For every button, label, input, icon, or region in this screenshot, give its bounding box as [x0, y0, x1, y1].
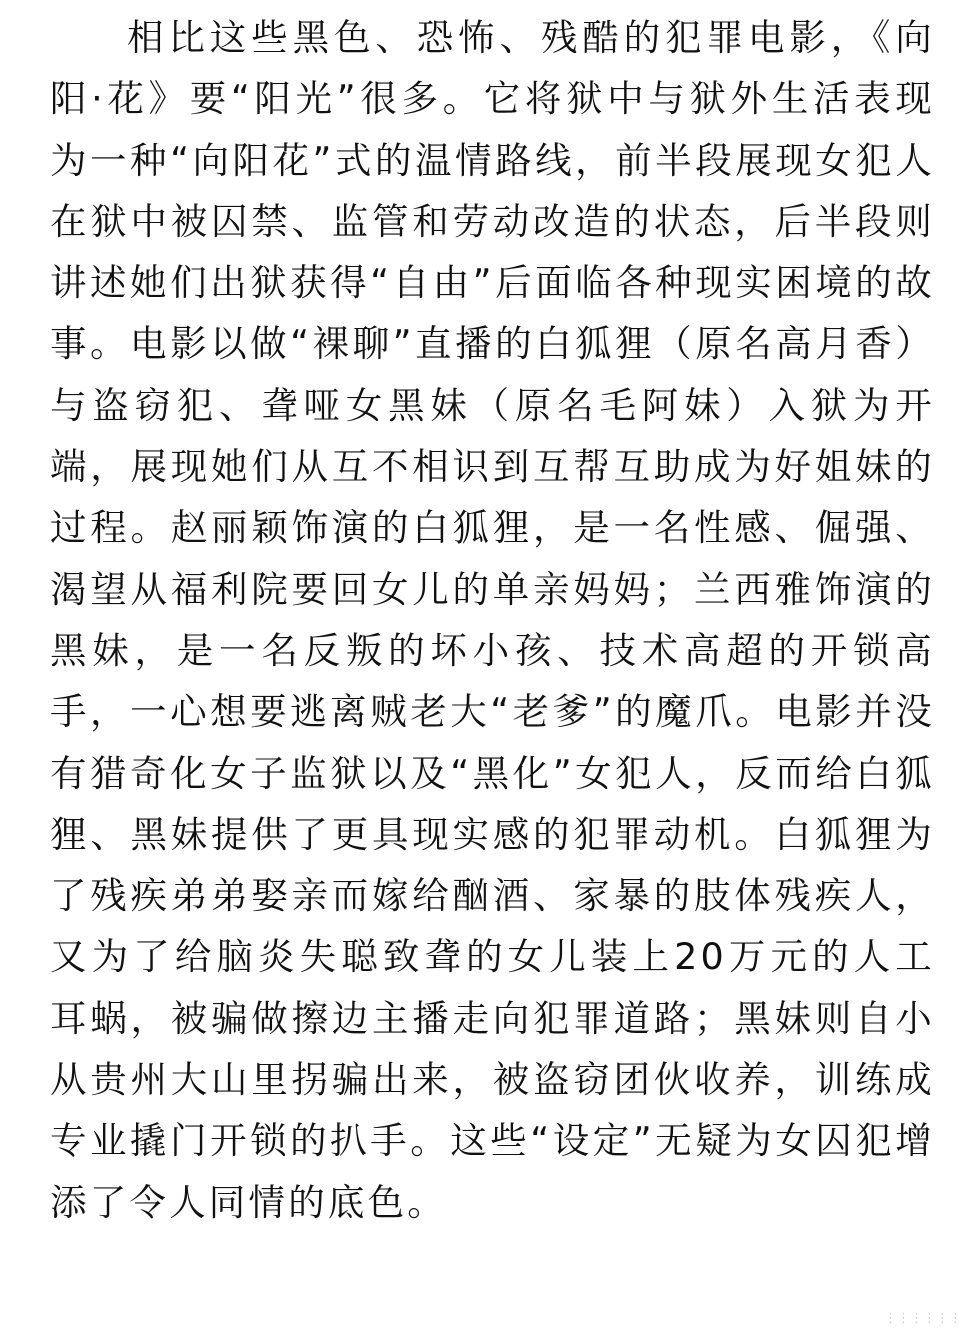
article-paragraph: 相比这些黑色、恐怖、残酷的犯罪电影，《向阳·花》要“阳光”很多。它将狱中与狱外生活表现为一种“向阳花”式的温情路线，前半段展现女犯人在狱中被囚禁、监管和劳动改造的状态，后半段则讲述她们出狱获得“自由”后面临各种现实困境的故事。电影以做“裸聊”直播的白狐狸（原名高月香）与盗窃犯、聋哑女黑妹（原名毛阿妹）入狱为开端，展现她们从互不相识到互帮互助成为好姐妹的过程。赵丽颖饰演的白狐狸，是一名性感、倔强、渴望从福利院要回女儿的单亲妈妈；兰西雅饰演的黑妹，是一名反叛的坏小孩、技术高超的开锁高手，一心想要逃离贼老大“老爹”的魔爪。电影并没有猎奇化女子监狱以及“黑化”女犯人，反而给白狐狸、黑妹提供了更具现实感的犯罪动机。白狐狸为了残疾弟弟娶亲而嫁给酗酒、家暴的肢体残疾人，又为了给脑炎失聪致聋的女儿装上20万元的人工耳蜗，被骗做擦边主播走向犯罪道路；黑妹则自小从贵州大山里拐骗出来，被盗窃团伙收养，训练成专业撬门开锁的扒手。这些“设定”无疑为女囚犯增添了令人同情的底色。 — [50, 16, 935, 1224]
watermark: ⋮⋮⋮⋮⋮⋮ — [884, 1311, 962, 1326]
